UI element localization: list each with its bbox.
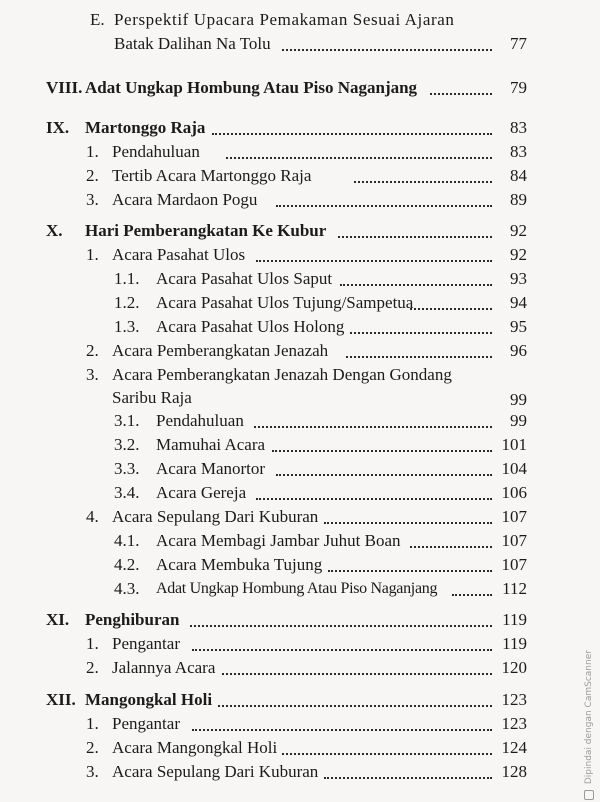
dot-leader xyxy=(328,553,492,577)
entry-number: 1.3. xyxy=(114,317,140,336)
dot-leader xyxy=(192,632,492,656)
page-number: 84 xyxy=(510,166,527,185)
entry-number: E. xyxy=(90,10,105,29)
entry-title: Batak Dalihan Na Tolu xyxy=(114,34,271,53)
toc-chapter-x xyxy=(0,219,600,243)
dot-leader xyxy=(324,760,492,784)
dot-leader xyxy=(276,188,492,212)
scanner-watermark xyxy=(584,610,598,800)
chapter-number: XI. xyxy=(46,610,70,629)
page-number: 92 xyxy=(510,245,527,264)
page-number: 124 xyxy=(501,738,527,757)
toc-chapter-ix xyxy=(0,116,600,140)
dot-leader xyxy=(410,529,492,553)
dot-leader xyxy=(218,688,492,712)
entry-title: Saribu Raja xyxy=(112,388,192,407)
entry-title: Acara Pasahat Ulos Saput xyxy=(156,269,333,288)
entry-title: Acara Sepulang Dari Kuburan xyxy=(112,762,319,781)
toc-entry-x-3-1 xyxy=(0,409,600,433)
toc-entry-x-4-2 xyxy=(0,553,600,577)
dot-leader xyxy=(192,712,492,736)
toc-entry-ix-1 xyxy=(0,140,600,164)
entry-number: 1. xyxy=(86,142,99,161)
entry-number: 3.1. xyxy=(114,411,140,430)
toc-entry-x-1-1 xyxy=(0,267,600,291)
entry-number: 3. xyxy=(86,365,99,384)
dot-leader xyxy=(256,481,492,505)
camscanner-icon xyxy=(584,790,594,800)
entry-number: 4.2. xyxy=(114,555,140,574)
dot-leader xyxy=(222,656,492,680)
entry-title: Acara Pasahat Ulos Holong xyxy=(156,317,345,336)
entry-title: Acara Pemberangkatan Jenazah Dengan Gondang xyxy=(112,365,452,384)
entry-title: Pengantar xyxy=(112,714,180,733)
toc-entry-x-4-1 xyxy=(0,529,600,553)
dot-leader xyxy=(410,291,492,315)
entry-number: 3. xyxy=(86,190,99,209)
page-number: 106 xyxy=(501,483,527,502)
dot-leader xyxy=(430,76,492,100)
chapter-number: X. xyxy=(46,221,63,240)
entry-title: Acara Pasahat Ulos xyxy=(112,245,246,264)
chapter-number: IX. xyxy=(46,118,70,137)
page-number: 119 xyxy=(502,634,527,653)
dot-leader xyxy=(324,505,492,529)
entry-number: 3. xyxy=(86,762,99,781)
entry-title: Acara Mardaon Pogu xyxy=(112,190,258,209)
toc-entry-x-3-cont xyxy=(0,386,600,410)
page-number: 101 xyxy=(501,435,527,454)
page-number: 93 xyxy=(510,269,527,288)
entry-title: Acara Mangongkal Holi xyxy=(112,738,278,757)
toc-entry-x-1-3 xyxy=(0,315,600,339)
toc-chapter-viii xyxy=(0,76,600,100)
dot-leader xyxy=(338,219,492,243)
dot-leader xyxy=(340,267,492,291)
entry-title: Acara Membuka Tujung xyxy=(156,555,323,574)
page-number: 83 xyxy=(510,118,527,137)
dot-leader xyxy=(354,164,492,188)
page-number: 95 xyxy=(510,317,527,336)
toc-entry-x-4 xyxy=(0,505,600,529)
dot-leader xyxy=(212,116,492,140)
page-number: 107 xyxy=(501,531,527,550)
entry-number: 1. xyxy=(86,714,99,733)
page-number: 104 xyxy=(501,459,527,478)
entry-title: Jalannya Acara xyxy=(112,658,216,677)
page-number: 120 xyxy=(501,658,527,677)
entry-title: Acara Sepulang Dari Kuburan xyxy=(112,507,319,526)
page-number: 83 xyxy=(510,142,527,161)
toc-entry-x-4-3 xyxy=(0,577,600,601)
entry-number: 2. xyxy=(86,341,99,360)
watermark-text: Dipindai dengan CamScanner xyxy=(584,650,594,785)
toc-entry-x-2 xyxy=(0,339,600,363)
entry-number: 3.4. xyxy=(114,483,140,502)
entry-number: 4. xyxy=(86,507,99,526)
chapter-title: Hari Pemberangkatan Ke Kubur xyxy=(85,221,327,240)
entry-number: 1.2. xyxy=(114,293,140,312)
page-number: 107 xyxy=(501,555,527,574)
toc-entry-xii-3 xyxy=(0,760,600,784)
page-number: 119 xyxy=(502,610,527,629)
dot-leader xyxy=(452,577,492,601)
entry-number: 2. xyxy=(86,658,99,677)
page-number: 107 xyxy=(501,507,527,526)
toc-entry-xii-1 xyxy=(0,712,600,736)
dot-leader xyxy=(254,409,492,433)
toc-entry-x-3-2 xyxy=(0,433,600,457)
page-number: 77 xyxy=(510,34,527,53)
toc-chapter-xii xyxy=(0,688,600,712)
entry-title: Pendahuluan xyxy=(112,142,200,161)
toc-chapter-xi xyxy=(0,608,600,632)
toc-entry-e xyxy=(0,8,600,32)
entry-title: Perspektif Upacara Pemakaman Sesuai Ajaran xyxy=(114,10,455,29)
dot-leader xyxy=(282,736,492,760)
entry-number: 1.1. xyxy=(114,269,140,288)
dot-leader xyxy=(190,608,492,632)
entry-title: Pendahuluan xyxy=(156,411,244,430)
entry-number: 1. xyxy=(86,245,99,264)
toc-entry-x-3-3 xyxy=(0,457,600,481)
entry-number: 4.1. xyxy=(114,531,140,550)
page-number: 99 xyxy=(510,411,527,430)
entry-number: 3.3. xyxy=(114,459,140,478)
chapter-number: XII. xyxy=(46,690,76,709)
page-number: 94 xyxy=(510,293,527,312)
entry-title: Tertib Acara Martonggo Raja xyxy=(112,166,312,185)
entry-title: Pengantar xyxy=(112,634,180,653)
entry-title: Mamuhai Acara xyxy=(156,435,266,454)
dot-leader xyxy=(276,457,492,481)
entry-number: 4.3. xyxy=(114,579,140,598)
toc-entry-xi-1 xyxy=(0,632,600,656)
toc-entry-ix-3 xyxy=(0,188,600,212)
toc-entry-xi-2 xyxy=(0,656,600,680)
dot-leader xyxy=(256,243,492,267)
page-number: 89 xyxy=(510,190,527,209)
page-number: 99 xyxy=(510,390,527,409)
toc-entry-xii-2 xyxy=(0,736,600,760)
entry-number: 3.2. xyxy=(114,435,140,454)
toc-entry-x-3 xyxy=(0,363,600,387)
page-number: 96 xyxy=(510,341,527,360)
entry-number: 1. xyxy=(86,634,99,653)
toc-entry-ix-2 xyxy=(0,164,600,188)
page-number: 123 xyxy=(501,714,527,733)
toc-entry-x-1-2 xyxy=(0,291,600,315)
chapter-title: Mangongkal Holi xyxy=(85,690,213,709)
chapter-title: Penghiburan xyxy=(85,610,180,629)
dot-leader xyxy=(346,339,492,363)
dot-leader xyxy=(282,32,492,56)
entry-number: 2. xyxy=(86,166,99,185)
entry-title: Acara Gereja xyxy=(156,483,247,502)
entry-number: 2. xyxy=(86,738,99,757)
page-number: 79 xyxy=(510,78,527,97)
toc-entry-x-3-4 xyxy=(0,481,600,505)
entry-title: Acara Pasahat Ulos Tujung/Sampetua xyxy=(156,293,414,312)
page-number: 128 xyxy=(501,762,527,781)
page-number: 112 xyxy=(502,579,527,598)
entry-title: Acara Pemberangkatan Jenazah xyxy=(112,341,329,360)
page-number: 92 xyxy=(510,221,527,240)
dot-leader xyxy=(272,433,492,457)
entry-title: Acara Manortor xyxy=(156,459,266,478)
chapter-title: Martonggo Raja xyxy=(85,118,206,137)
chapter-title: Adat Ungkap Hombung Atau Piso Naganjang xyxy=(85,78,418,97)
page-number: 123 xyxy=(501,690,527,709)
toc-entry-x-1 xyxy=(0,243,600,267)
chapter-number: VIII. xyxy=(46,78,83,97)
entry-title: Acara Membagi Jambar Juhut Boan xyxy=(156,531,401,550)
dot-leader xyxy=(350,315,492,339)
dot-leader xyxy=(226,140,492,164)
toc-entry-e-cont xyxy=(0,32,600,56)
entry-title: Adat Ungkap Hombung Atau Piso Naganjang xyxy=(156,580,438,597)
